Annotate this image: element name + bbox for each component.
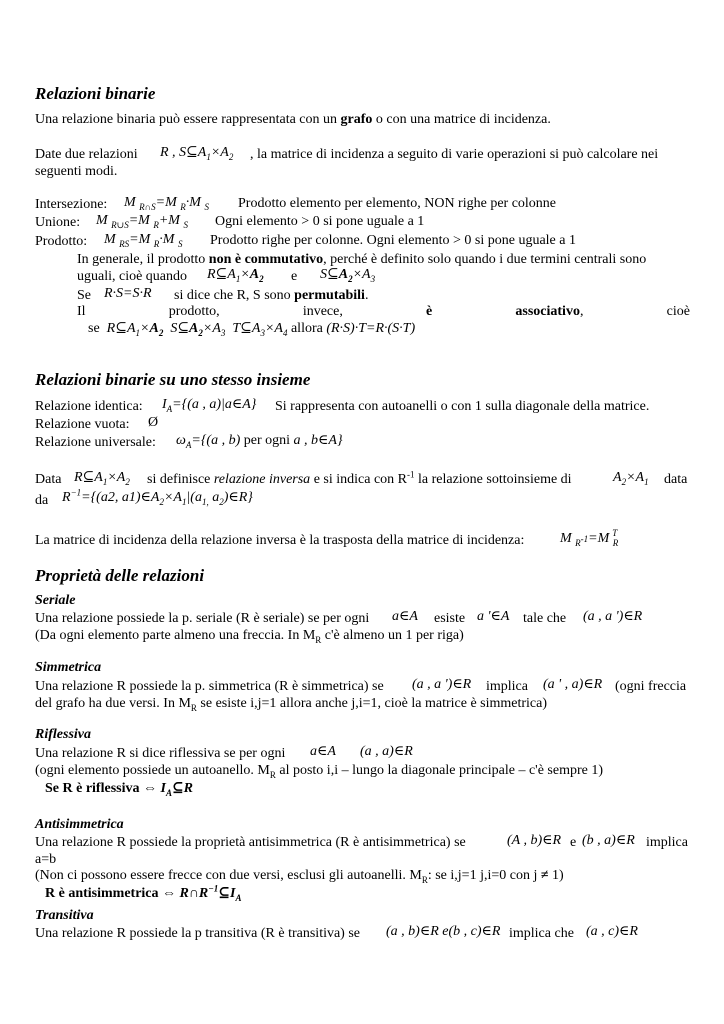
math-a-a-in-R: (a , a)∈R [360, 744, 413, 759]
text: Se R è riflessiva [45, 781, 140, 796]
text: la relazione sottoinsieme di [414, 472, 572, 487]
math-intersezione: M $_{R\cap S}$=M $_R$·M $_S$ [124, 195, 209, 212]
word: invece, [302, 304, 343, 319]
math-a-b-in-R: (A , b)∈R [507, 833, 562, 848]
text-simmetrica-2 [35, 696, 547, 712]
section-title-proprieta: Proprietà delle relazioni [35, 566, 205, 585]
word: prodotto, [168, 304, 220, 319]
subtitle-simmetrica: Simmetrica [35, 660, 102, 675]
text-data: Data [35, 472, 62, 487]
math-unione: M $_{R\cup S}$=M $_R$+M $_S$ [96, 213, 188, 230]
text-simmetrica-1: Una relazione R possiede la p. simmetrica (R è simmetrica) se [35, 679, 384, 694]
text-bold: grafo [340, 112, 373, 127]
text-e: e [570, 835, 577, 850]
math-universale: $\omega_A=\{(a$ , b) per ogni a , b∈A} [176, 433, 343, 450]
text-implica-che: implica che [509, 926, 574, 941]
math-RS-eq-SR: R·S=S·R [104, 286, 152, 301]
superscript: -1 [407, 469, 415, 480]
math-A2-A1: $A_2\times A_1$ [613, 470, 649, 487]
text-da: da [35, 493, 49, 508]
text: del grafo ha due versi. In M [35, 696, 191, 711]
paragraph-trasposta: La matrice di incidenza della relazione inversa è la trasposta della matrice di incidenza: [35, 533, 525, 548]
text-esiste: esiste [434, 611, 466, 626]
text-bold: permutabili [294, 288, 365, 303]
math-aa-in-R: (a , a ')∈R [412, 677, 472, 692]
text-riflessiva-2 [35, 763, 603, 779]
math-a-in-A-2: a∈A [310, 744, 336, 759]
desc-intersezione: Prodotto elemento per elemento, NON righe per colonne [238, 196, 557, 211]
paragraph-date-cont: seguenti modi. [35, 164, 118, 179]
text-transitiva-1: Una relazione R possiede la p transitiva (R è transitiva) se [35, 926, 361, 941]
text-data-end: data [664, 472, 688, 487]
text-implica: implica [486, 679, 528, 694]
word-bold: associativo [515, 304, 580, 319]
math-ab-bc-in-R: (a , b)∈R e(b , c)∈R [386, 924, 501, 939]
paragraph-associativo: Il prodotto, invece, è associativo, cioè [77, 304, 690, 319]
text-antisimmetrica-1: Una relazione R possiede la proprietà antisimmetrica (R è antisimmetrica) se [35, 835, 466, 850]
text-se: Se [77, 288, 91, 303]
paragraph-permutabili [174, 288, 368, 304]
math-assoc-eq: (R·S)·T=R·(S·T) [326, 321, 416, 336]
math-prodotto: M $_{RS}$=M $_R$·M $_S$ [104, 232, 183, 249]
text-tale-che: tale che [523, 611, 567, 626]
text: , perché è definito solo quando i due termini centrali sono [323, 252, 647, 267]
paragraph-intro [35, 112, 551, 128]
text-seriale-2 [35, 628, 464, 644]
text: per ogni [243, 433, 291, 448]
text: si definisce [147, 472, 214, 487]
subtitle-antisimmetrica: Antisimmetrica [35, 817, 124, 832]
text: : se i,j=1 j,i=0 con j [427, 868, 538, 883]
text-e: e [291, 269, 298, 284]
text-a-eq-b: a=b [35, 852, 57, 867]
label-identica: Relazione identica: [35, 399, 143, 414]
text-antisimmetrica-3: (Non ci possono essere frecce con due versi, esclusi gli autoanelli. $M_R$: se i,j=1 j,i=0 con j ≠ 1) [35, 868, 564, 885]
math-assoc-sets: $R⊆A_1\times A_2$ $S⊆A_2\times A_3$ $T⊆A_3\times A_4$ [103, 321, 288, 338]
text-riflessiva-rule: Se R è riflessiva ⇔ $I_A⊆R$ [45, 781, 194, 798]
desc-unione: Ogni elemento > 0 si pone uguale a 1 [215, 214, 425, 229]
subtitle-riflessiva: Riflessiva [35, 727, 91, 742]
math-identica: $I_A=\{(a$ , a)|a∈A} [162, 397, 257, 414]
text: se esiste i,j=1 allora anche j,i=1, cioè la matrice è simmetrica) [196, 696, 548, 711]
label-prodotto: Prodotto: [35, 234, 88, 249]
text: R è antisimmetrica [45, 886, 159, 901]
subscript: R [190, 702, 197, 713]
text: c'è almeno un 1 per riga) [321, 628, 464, 643]
math-aprime-a-in-R: (a ' , a)∈R [543, 677, 603, 692]
label-intersezione: Intersezione: [35, 197, 108, 212]
word: Il [77, 304, 86, 319]
text-italic: relazione inversa [213, 472, 311, 487]
desc-identica: Si rappresenta con autoanelli o con 1 sulla diagonale della matrice. [275, 399, 650, 414]
paragraph-assoc-formula [88, 321, 415, 337]
math-a-aprime-in-R: (a , a ')∈R [583, 609, 643, 624]
math-R-subset: $R⊆A_1\times A_2$ [74, 470, 130, 487]
text: . [364, 288, 369, 303]
math-R-inverse: $R^{-1}=\{(a2$, $a1)\in A_2\times A_1|(a_{1,}$ $a_2)\in R$} [62, 487, 253, 507]
text-riflessiva-1: Una relazione R si dice riflessiva se per ogni [35, 746, 286, 761]
section-title-stesso-insieme: Relazioni binarie su uno stesso insieme [35, 370, 311, 389]
math-a-in-A: a∈A [392, 609, 418, 624]
text: (Non ci possono essere frecce con due versi, esclusi gli autoanelli. M [35, 868, 422, 883]
label-vuota: Relazione vuota: [35, 417, 130, 432]
text: si dice che R, S sono [174, 288, 295, 303]
word: cioè [666, 304, 690, 319]
section-title-relazioni-binarie: Relazioni binarie [35, 84, 156, 103]
paragraph-generale [77, 252, 646, 268]
text-antisimmetrica-rule: R è antisimmetrica ⇔ $R\cap R^{-1}⊆I_A$ [45, 883, 242, 903]
math-a-c-in-R: (a , c)∈R [586, 924, 638, 939]
text-bold: non è commutativo [208, 252, 324, 267]
text: Una relazione binaria può essere rappresentata con un [35, 112, 341, 127]
word-bold: è [426, 304, 433, 319]
math-b-a-in-R: (b , a)∈R [582, 833, 635, 848]
text: allora [290, 321, 323, 336]
text: (Da ogni elemento parte almeno una freccia. In M [35, 628, 316, 643]
math-R-S-subset: R , $S⊆A_1\times A_2$ [160, 145, 234, 162]
text: (ogni elemento possiede un autoanello. M [35, 763, 270, 778]
text: se [88, 321, 100, 336]
subtitle-seriale: Seriale [35, 593, 76, 608]
text-uguali: uguali, cioè quando [77, 269, 188, 284]
text-seriale-1: Una relazione possiede la p. seriale (R è seriale) se per ogni [35, 611, 370, 626]
math-R-subset-A1A2: $R⊆A_1\times A_2$ [207, 267, 264, 284]
subscript: R [269, 769, 276, 780]
subscript: R [421, 874, 428, 885]
text-implica-2: implica [646, 835, 688, 850]
text: e si indica con R [310, 472, 407, 487]
label-unione: Unione: [35, 215, 81, 230]
desc-prodotto: Prodotto righe per colonne. Ogni elemento > 0 si pone uguale a 1 [210, 233, 576, 248]
text: 1) [552, 868, 564, 883]
paragraph-inversa [147, 469, 572, 488]
math-S-subset-A2A3: $S⊆A_2\times A_3$ [320, 267, 376, 284]
subtitle-transitiva: Transitiva [35, 908, 94, 923]
text-ogni-freccia: (ogni freccia [615, 679, 687, 694]
math-a-prime-in-A: a '∈A [477, 609, 510, 624]
subscript: R [315, 634, 322, 645]
paragraph-date-label: Date due relazioni [35, 147, 138, 162]
paragraph-date-rest: , la matrice di incidenza a seguito di varie operazioni si può calcolare nei [250, 147, 659, 162]
label-universale: Relazione universale: [35, 435, 156, 450]
math-empty-set: Ø [148, 415, 159, 430]
math-trasposta: M $_{R^{-1}}$=M $_R^T$ [560, 528, 619, 548]
text: o con una matrice di incidenza. [372, 112, 551, 127]
text: al posto i,i – lungo la diagonale principale – c'è sempre 1) [275, 763, 604, 778]
text: In generale, il prodotto [77, 252, 209, 267]
